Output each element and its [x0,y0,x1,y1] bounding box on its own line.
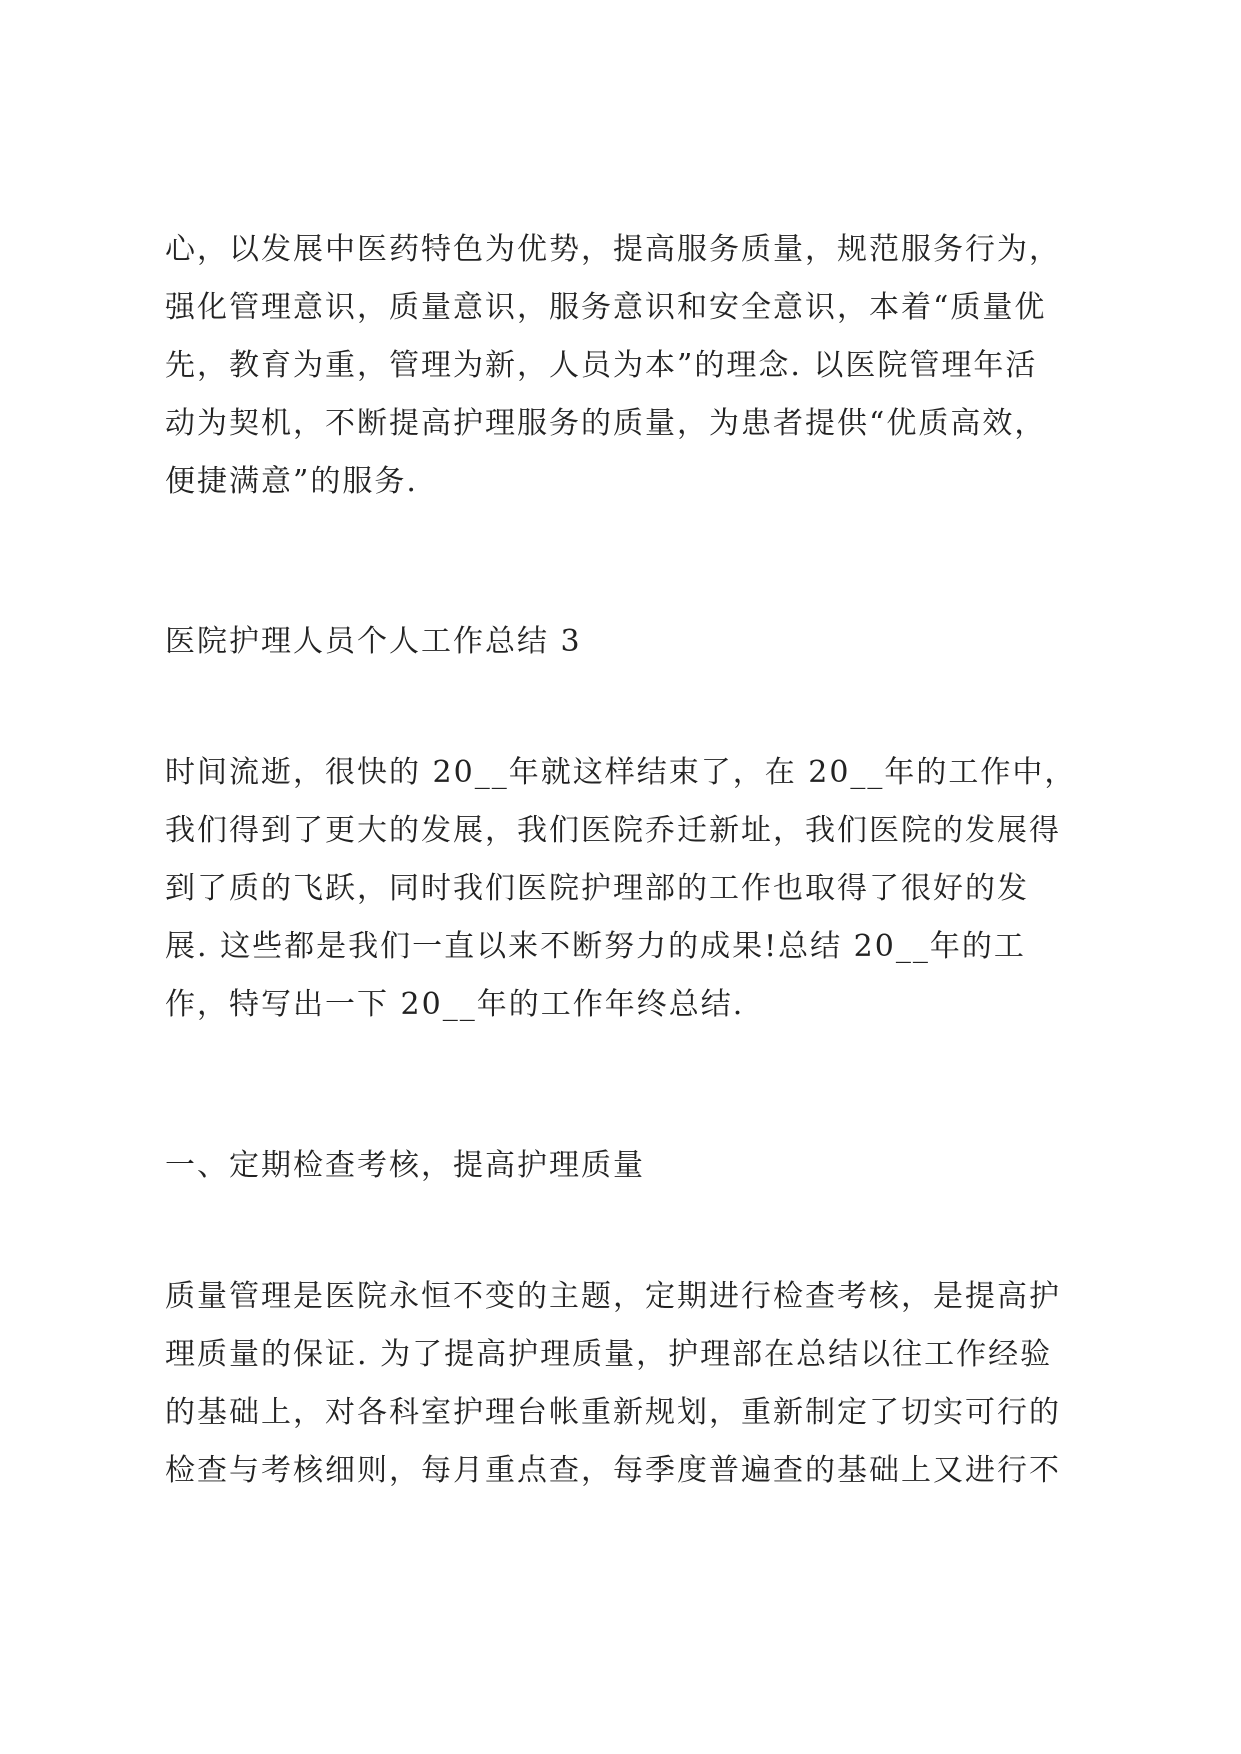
paragraph-line: 作，特写出一下 20__年的工作年终总结. [165,987,745,1022]
paragraph-line: 便捷满意”的服务. [165,464,418,499]
paragraph-line: 时间流逝，很快的 20__年就这样结束了，在 20__年的工作中， [165,755,1077,790]
paragraph-line: 动为契机，不断提高护理服务的质量，为患者提供“优质高效， [165,406,1047,441]
paragraph-line: 我们得到了更大的发展，我们医院乔迁新址，我们医院的发展得 [165,813,1061,848]
heading-text: 医院护理人员个人工作总结 3 [165,624,582,659]
paragraph-line: 展. 这些都是我们一直以来不断努力的成果!总结 20__年的工 [165,929,1026,964]
paragraph-line: 到了质的飞跃，同时我们医院护理部的工作也取得了很好的发 [165,871,1029,906]
paragraph-line: 强化管理意识，质量意识，服务意识和安全意识，本着“质量优 [165,290,1047,325]
paragraph-line: 检查与考核细则，每月重点查，每季度普遍查的基础上又进行不 [165,1453,1061,1488]
heading-text: 一、定期检查考核，提高护理质量 [165,1148,645,1183]
paragraph-line: 理质量的保证. 为了提高护理质量，护理部在总结以往工作经验 [165,1337,1053,1372]
paragraph-line: 的基础上，对各科室护理台帐重新规划，重新制定了切实可行的 [165,1395,1061,1430]
paragraph-line: 心，以发展中医药特色为优势，提高服务质量，规范服务行为， [165,232,1061,267]
paragraph-line: 先，教育为重，管理为新，人员为本”的理念. 以医院管理年活 [165,348,1038,383]
paragraph-line: 质量管理是医院永恒不变的主题，定期进行检查考核，是提高护 [165,1279,1061,1314]
